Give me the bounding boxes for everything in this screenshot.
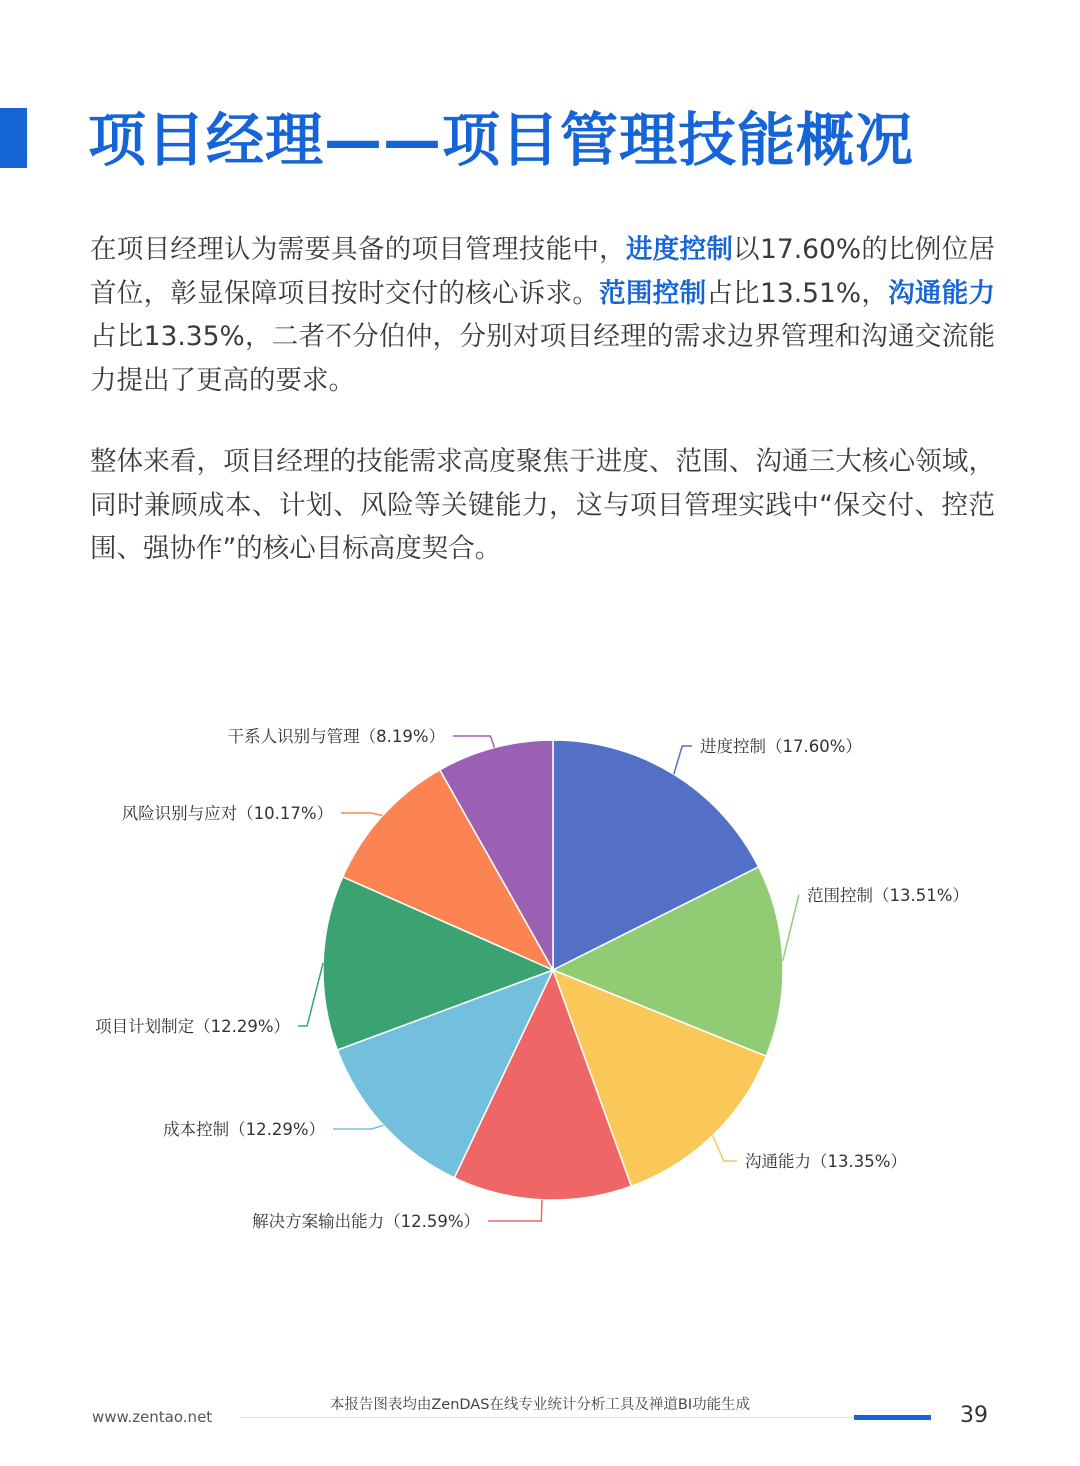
- pie-chart: [0, 700, 1080, 1260]
- slice-label-2: 范围控制（13.51%）: [807, 886, 969, 905]
- p1-text-4: 占比13.35%，二者不分伯仲，分别对项目经理的需求边界管理和沟通交流能力提出了更高的要求。: [90, 321, 995, 396]
- slice-label-8: 干系人识别与管理（8.19%）: [227, 727, 445, 746]
- slice-label-7: 风险识别与应对（10.17%）: [121, 804, 333, 823]
- footer-divider: [240, 1417, 930, 1418]
- leader-line-6: [298, 963, 323, 1026]
- page-number: 39: [960, 1403, 988, 1428]
- p1-highlight-communication: 沟通能力: [888, 277, 996, 309]
- p1-text-3: 占比13.51%，: [706, 277, 889, 309]
- leader-line-7: [341, 813, 383, 816]
- page-title: 项目经理——项目管理技能概况: [88, 106, 915, 174]
- intro-paragraph-2: 整体来看，项目经理的技能需求高度聚焦于进度、范围、沟通三大核心领域，同时兼顾成本、计划、风险等关键能力，这与项目管理实践中“保交付、控范围、强协作”的核心目标高度契合。: [90, 446, 995, 564]
- footer-url: www.zentao.net: [92, 1408, 213, 1426]
- p1-highlight-schedule: 进度控制: [625, 234, 734, 265]
- slice-label-1: 进度控制（17.60%）: [700, 737, 862, 756]
- leader-line-3: [713, 1136, 737, 1161]
- slice-label-4: 解决方案输出能力（12.59%）: [252, 1212, 480, 1231]
- slice-label-5: 成本控制（12.29%）: [163, 1120, 325, 1139]
- p1-text-1: 在项目经理认为需要具备的项目管理技能中，: [90, 234, 626, 265]
- footer-accent-line: [854, 1415, 931, 1420]
- leader-line-8: [453, 736, 495, 748]
- footer-note: 本报告图表均由ZenDAS在线专业统计分析工具及禅道BI功能生成: [329, 1397, 751, 1413]
- leader-line-5: [333, 1125, 383, 1129]
- slice-label-3: 沟通能力（13.35%）: [745, 1152, 907, 1171]
- leader-line-4: [488, 1200, 542, 1221]
- leader-line-1: [674, 746, 692, 774]
- leader-line-2: [783, 895, 799, 961]
- p1-highlight-scope: 范围控制: [599, 277, 707, 309]
- intro-paragraph-1: [90, 228, 995, 402]
- slice-label-6: 项目计划制定（12.29%）: [95, 1017, 290, 1036]
- title-accent-bar: [0, 108, 27, 168]
- p1-text-2: 以17.60%的比例位居首位，彰显保障项目按时交付的核心诉求。: [90, 234, 996, 309]
